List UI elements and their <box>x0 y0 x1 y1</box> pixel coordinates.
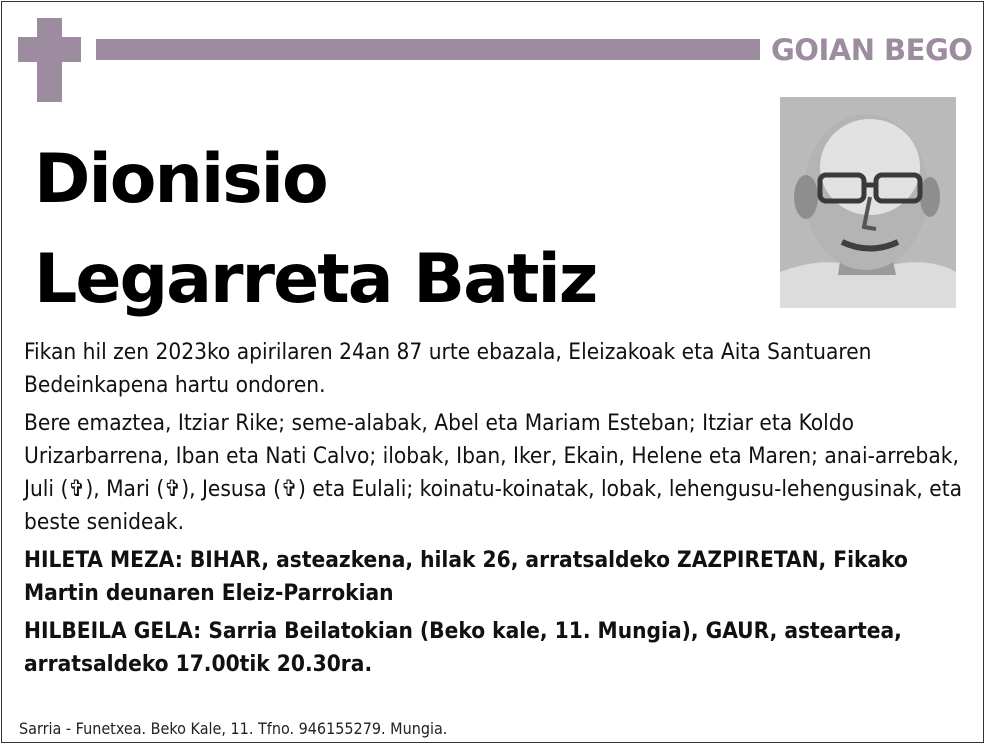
portrait-photo <box>780 97 956 308</box>
family-paragraph: Bere emaztea, Itziar Rike; seme-alabak, Abel eta Mariam Esteban; Itziar eta Koldo Urizarbarrena, Iban eta Nati Calvo; ilobak, Iban, Iker, Ekain, Helene eta Maren; anai-arrebak, Juli (✞), Mari (✞), Jesusa (✞) eta Eulali; koinatu-koinatak, lobak, lehengusu-lehengusinak, eta beste senideak. <box>24 410 963 535</box>
portrait-image <box>780 97 956 308</box>
cross-icon-horizontal <box>18 37 81 62</box>
death-notice-paragraph: Fikan hil zen 2023ko apirilaren 24an 87 urte ebazala, Eleizakoak eta Aita Santuaren Bedeinkapena hartu ondoren. <box>24 339 872 398</box>
funeral-mass-paragraph: HILETA MEZA: BIHAR, asteazkena, hilak 26, arratsaldeko ZAZPIRETAN, Fikako Martin deunaren Eleiz-Parrokian <box>24 547 908 606</box>
header-label: GOIAN BEGO <box>771 33 973 67</box>
obituary-body <box>24 336 964 686</box>
header-bar <box>96 39 760 60</box>
deceased-first-name: Dionisio <box>34 140 327 219</box>
funeral-home-footer: Sarria - Funetxea. Beko Kale, 11. Tfno. 946155279. Mungia. <box>19 719 448 738</box>
deceased-name <box>34 130 596 330</box>
deceased-surnames: Legarreta Batiz <box>34 240 597 319</box>
wake-room-paragraph: HILBEILA GELA: Sarria Beilatokian (Beko kale, 11. Mungia), GAUR, asteartea, arratsaldeko 17.00tik 20.30ra. <box>24 618 902 677</box>
